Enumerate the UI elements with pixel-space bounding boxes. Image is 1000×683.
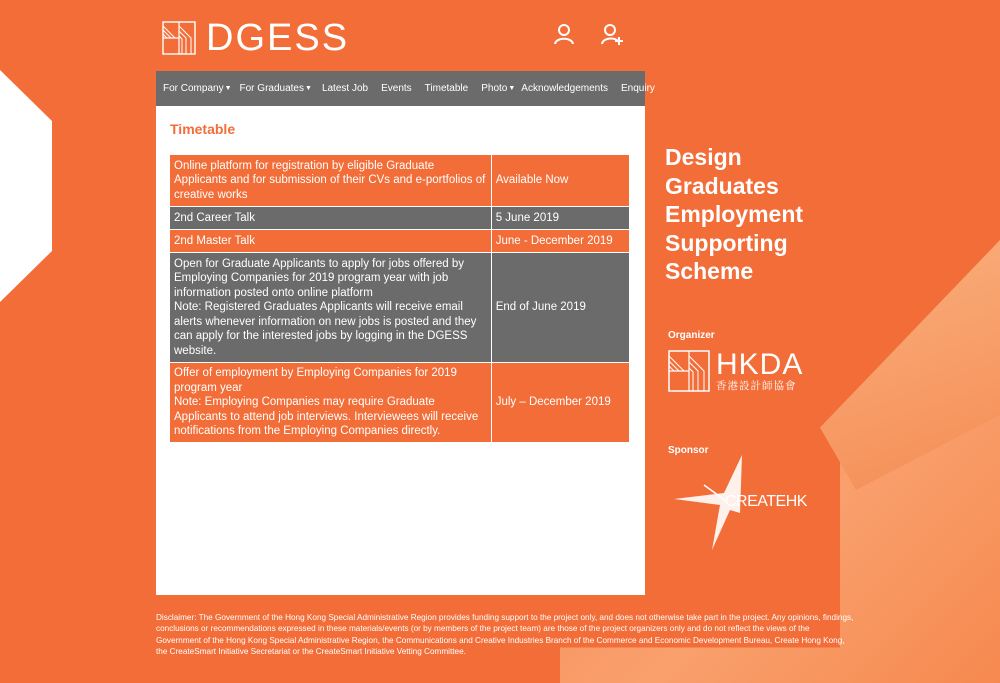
table-row bbox=[170, 207, 630, 230]
nav-label: Acknowledgements bbox=[521, 83, 609, 94]
scheme-line: Supporting bbox=[665, 229, 788, 256]
event-cell bbox=[170, 155, 492, 207]
scheme-line: Design bbox=[665, 144, 742, 170]
nav-latest-job[interactable] bbox=[322, 83, 368, 94]
scheme-line: Employment bbox=[665, 201, 804, 227]
scheme-title bbox=[665, 143, 865, 286]
nav-label: Timetable bbox=[424, 83, 469, 94]
nav-enquiry[interactable] bbox=[621, 83, 655, 94]
nav-for-company[interactable] bbox=[163, 83, 232, 94]
nav-label: Latest Job bbox=[321, 83, 369, 94]
date-cell: 5 June 2019 bbox=[491, 207, 629, 230]
hkda-logo-icon bbox=[668, 350, 710, 392]
nav-label: For Graduates bbox=[239, 83, 304, 94]
content-panel bbox=[156, 71, 655, 595]
event-cell bbox=[170, 363, 492, 443]
hkda-name: HKDA bbox=[716, 348, 804, 381]
scheme-line: Scheme bbox=[665, 258, 754, 284]
event-text: Online platform for registration by eligible Graduate Applicants and for submission of their CVs and e-portfolios of creative works bbox=[174, 159, 486, 201]
page-title: Timetable bbox=[170, 121, 236, 137]
table-row bbox=[170, 363, 630, 443]
chevron-down-icon: ▼ bbox=[305, 85, 312, 92]
date-cell: Available Now bbox=[491, 155, 629, 207]
nav-label: Enquiry bbox=[621, 83, 655, 94]
event-note: Note: Employing Companies may require Graduate Applicants to attend job interviews. Interviewees will receive notifications from the Employing Companies directly. bbox=[174, 396, 479, 438]
sponsor-label: Sponsor bbox=[668, 445, 709, 456]
table-row bbox=[170, 253, 630, 363]
nav-acknowledgements[interactable] bbox=[521, 83, 608, 94]
disclaimer: Disclaimer: The Government of the Hong Kong Special Administrative Region provides funding support to the project only, and does not otherwise take part in the project. Any opinions, findings, conclusions or recommendations expressed in these materials/events (or by members of the project team) are those of the project organizers only and do not reflect the views of the Government of the Hong Kong Special Administrative Region, the Communications and Creative Industries Branch of the Commerce and Economic Development Bureau, Create Hong Kong, the CreateSmart Initiative Secretariat or the CreateSmart Initiative Vetting Committee. bbox=[156, 613, 854, 657]
site-logo[interactable] bbox=[162, 17, 350, 59]
event-text: Offer of employment by Employing Companies for 2019 program year bbox=[174, 367, 457, 394]
event-cell: 2nd Career Talk bbox=[170, 207, 492, 230]
nav-timetable[interactable] bbox=[425, 83, 469, 94]
nav-for-graduates[interactable] bbox=[240, 83, 312, 94]
left-decoration bbox=[0, 70, 52, 302]
main-nav bbox=[156, 71, 655, 106]
nav-photo[interactable] bbox=[481, 83, 515, 94]
nav-label: Photo bbox=[481, 83, 508, 94]
add-user-icon[interactable] bbox=[600, 22, 624, 46]
event-note: Note: Registered Graduates Applicants will receive email alerts whenever information on new jobs is posted and they can apply for the interested jobs by logging in the DGESS website. bbox=[174, 301, 477, 357]
nav-label: Events bbox=[381, 83, 412, 94]
hkda-text bbox=[716, 350, 803, 392]
date-cell: End of June 2019 bbox=[491, 253, 629, 363]
timetable-table bbox=[169, 154, 630, 443]
nav-label: For Company bbox=[163, 83, 224, 94]
dgess-logo-icon bbox=[162, 21, 196, 55]
logo-text: DGESS bbox=[206, 17, 350, 59]
event-text: Open for Graduate Applicants to apply for jobs offered by Employing Companies for 2019 program year with job information posted onto online platform bbox=[174, 257, 465, 299]
hkda-logo[interactable] bbox=[668, 350, 803, 392]
organizer-label: Organizer bbox=[668, 330, 715, 341]
date-cell: June - December 2019 bbox=[491, 230, 629, 253]
user-icon[interactable] bbox=[552, 22, 576, 46]
chevron-down-icon: ▼ bbox=[508, 85, 516, 92]
header-icons bbox=[552, 22, 624, 46]
event-cell bbox=[170, 253, 492, 363]
event-cell: 2nd Master Talk bbox=[170, 230, 492, 253]
table-row bbox=[170, 230, 630, 253]
date-cell: July – December 2019 bbox=[491, 363, 629, 443]
table-row bbox=[170, 155, 630, 207]
scheme-line: Graduates bbox=[665, 172, 779, 199]
createhk-text: CREATEHK bbox=[725, 493, 807, 510]
chevron-down-icon: ▼ bbox=[224, 85, 232, 92]
nav-events[interactable] bbox=[381, 83, 412, 94]
hkda-chinese-name: 香港設計師協會 bbox=[716, 380, 797, 392]
